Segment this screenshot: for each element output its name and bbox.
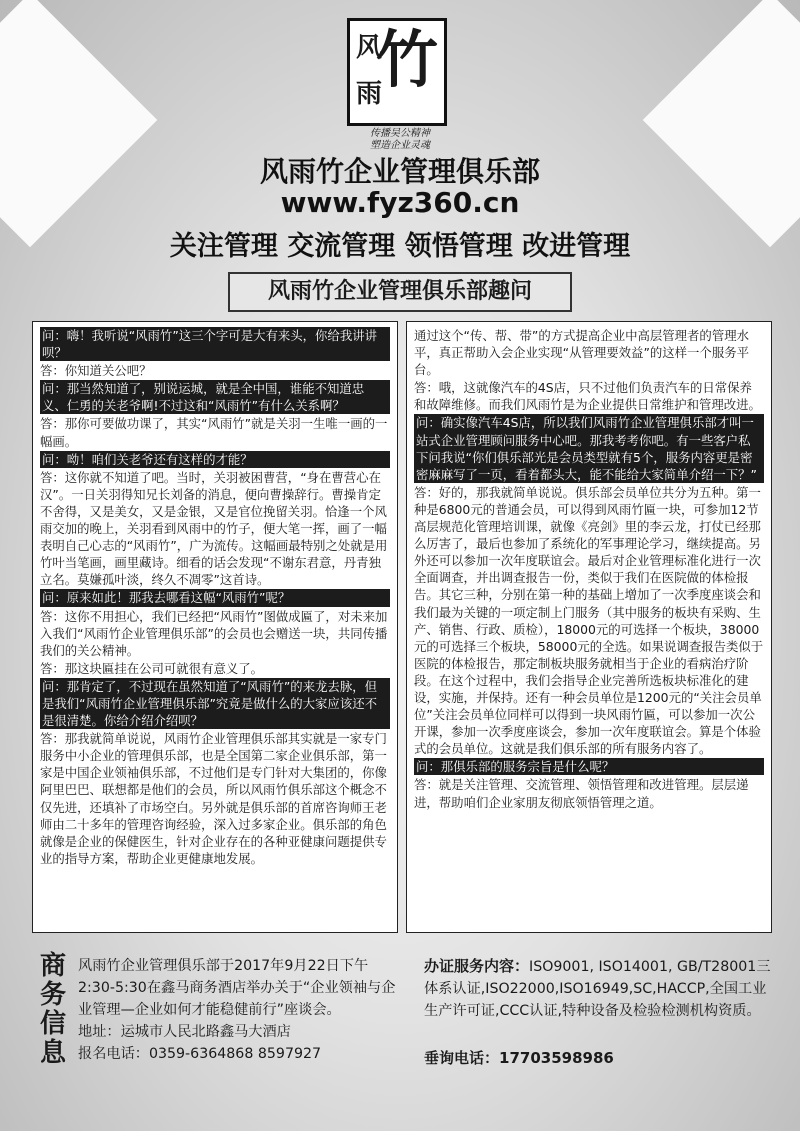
news-address: 地址：运城市人民北路鑫马大酒店 bbox=[78, 1024, 291, 1040]
news-section-title: 商务信息 bbox=[40, 951, 67, 1068]
qa-answer: 答：这你不用担心，我们已经把“风雨竹”图做成匾了，对未来加入我们“风雨竹企业管理俱乐部”的会员也会赠送一块，共同传播我们的关公精神。 bbox=[40, 608, 388, 658]
club-logo bbox=[347, 18, 447, 126]
qa-panel-left bbox=[32, 321, 398, 933]
logo-caption bbox=[345, 128, 455, 152]
qa-answer: 答：那你可要做功课了，其实“风雨竹”就是关羽一生唯一画的一幅画。 bbox=[40, 416, 388, 449]
qa-question: 问：嗨！我听说“风雨竹”这三个字可是大有来头，你给我讲讲呗？ bbox=[40, 327, 390, 361]
cert-label: 办证服务内容： bbox=[424, 957, 530, 975]
logo-char-yu: 雨 bbox=[356, 79, 383, 109]
logo-char-zhu: 竹 bbox=[375, 23, 438, 96]
qa-answer: 答：就是关注管理、交流管理、领悟管理和改进管理。层层递进，帮助咱们企业家朋友彻底领悟管理之道。 bbox=[414, 777, 749, 810]
qa-question: 问：呦！咱们关老爷还有这样的才能？ bbox=[40, 451, 390, 468]
news-body: 风雨竹企业管理俱乐部于2017年9月22日下午2:30-5:30在鑫马商务酒店举办关于“企业领袖与企业管理—企业如何才能稳健前行”座谈会。 bbox=[78, 958, 396, 1018]
qa-answer: 通过这个“传、帮、带”的方式提高企业中高层管理者的管理水平，真正帮助入会企业实现“从管理要效益”的这样一个服务平台。 bbox=[414, 328, 749, 378]
qa-question: 问：那肯定了，不过现在虽然知道了“风雨竹”的来龙去脉，但是我们“风雨竹企业管理俱乐部”究竟是做什么的大家应该还不是很清楚。你给介绍介绍呗？ bbox=[40, 678, 390, 729]
logo-char-feng: 风 bbox=[356, 33, 383, 63]
qa-question: 问：那俱乐部的服务宗旨是什么呢？ bbox=[414, 758, 764, 775]
qa-panel-right bbox=[406, 321, 772, 933]
news-phone: 报名电话：0359-6364868 8597927 bbox=[78, 1046, 322, 1062]
qa-question: 问：那当然知道了，别说运城，就是全中国，谁能不知道忠义、仁勇的关老爷啊!不过这和“风雨竹”有什么关系啊？ bbox=[40, 380, 390, 414]
qa-answer: 答：你知道关公吧？ bbox=[40, 363, 152, 379]
qa-answer: 答：那这块匾挂在公司可就很有意义了。 bbox=[40, 660, 264, 676]
certification-services bbox=[424, 955, 776, 1022]
club-slogan: 关注管理 交流管理 领悟管理 改进管理 bbox=[169, 231, 631, 262]
hotline bbox=[424, 1047, 614, 1068]
logo-caption-line: 塑造企业灵魂 bbox=[370, 140, 430, 151]
logo-caption-line: 传播吴公精神 bbox=[370, 128, 430, 139]
club-title: 风雨竹企业管理俱乐部 bbox=[259, 155, 540, 188]
hotline-number: 17703598986 bbox=[499, 1049, 614, 1067]
qa-question: 问：原来如此！那我去哪看这幅“风雨竹”呢？ bbox=[40, 589, 390, 606]
qa-answer: 答：哦，这就像汽车的4S店，只不过他们负责汽车的日常保养和故障维修。而我们风雨竹是为企业提供日常维护和管理改进。 bbox=[414, 380, 761, 413]
club-url: www.fyz360.cn bbox=[280, 186, 520, 219]
qa-answer: 答：那我就简单说说，风雨竹企业管理俱乐部其实就是一家专门服务中小企业的管理俱乐部，也是全国第二家企业俱乐部，第一家是中国企业领袖俱乐部，不过他们是专门针对大集团的，你像阿里巴巴、联想都是他们的会员，所以风雨竹俱乐部这个概念不仅先进，还填补了市场空白。另外就是俱乐部的首席咨询师王老师由二十多年的管理咨询经验，深入过多家企业。俱乐部的角色就像是企业的保健医生，针对企业存在的各种亚健康问题提供专业的指导方案，帮助企业更健康地发展。 bbox=[40, 731, 387, 866]
hotline-label: 垂询电话： bbox=[424, 1049, 500, 1067]
qa-question: 问：确实像汽车4S店，所以我们风雨竹企业管理俱乐部才叫一站式企业管理顾问服务中心吧。那我考考你吧。有一些客户私下问我说“你们俱乐部光是会员类型就有5个，服务内容更是密密麻麻写了一页，看着都头大，能不能给大家简单介绍一下？” bbox=[414, 414, 764, 482]
cert-text: ISO9001, ISO14001, GB/T28001三体系认证,ISO22000,ISO16949,SC,HACCP,全国工业生产许可证,CCC认证,特种设备及检验检测机构资质。 bbox=[424, 959, 771, 1019]
news-section bbox=[78, 955, 396, 1065]
qa-answer: 答：好的，那我就简单说说。俱乐部会员单位共分为五种。第一种是6800元的普通会员，可以得到风雨竹匾一块，可参加12节高层规范化管理培训课，就像《亮剑》里的李云龙，打仗已经那么厉害了，最后也参加了系统化的军事理论学习，继续提高。另外还可以参加一次年度联谊会。最后对企业管理标准化进行一次全面调查，并出调查报告一份，类似于我们在医院做的体检报告。其它三种，分别在第一种的基础上增加了一次季度座谈会和我们最为关键的一项定制上门服务（其中服务的板块有采购、生产、销售、行政、质检），18000元的可选择一个板块，38000元的可选择三个板块，58000元的全选。如果说调查报告类似于医院的体检报告，那定制板块服务就相当于企业的看病治疗阶段。在这个过程中，我们会指导企业完善所选板块标准化的建设，实施，并保持。还有一种会员单位是1200元的“关注会员单位”关注会员单位同样可以得到一块风雨竹匾，可以参加一次公开课，参加一次季度座谈会，参加一次年度联谊会。算是个体验式的会员单位。这就是我们俱乐部的所有服务内容了。 bbox=[414, 484, 764, 757]
qa-answer: 答：这你就不知道了吧。当时，关羽被困曹营，“身在曹营心在汉”。一日关羽得知兄长刘备的消息，便向曹操辞行。曹操肯定不舍得，又是美女，又是金银，又是官位挽留关羽。恰逢一个风雨交加的晚上，关羽看到风雨中的竹子，便大笔一挥，画了一幅表明自己心志的“风雨竹”，广为流传。这幅画最特别之处就是用竹叶当笔画，画里藏诗。细看的话会发现“不谢东君意，丹青独立名。莫嫌孤叶淡，终久不凋零”这首诗。 bbox=[40, 469, 388, 588]
section-banner: 风雨竹企业管理俱乐部趣问 bbox=[228, 272, 572, 312]
